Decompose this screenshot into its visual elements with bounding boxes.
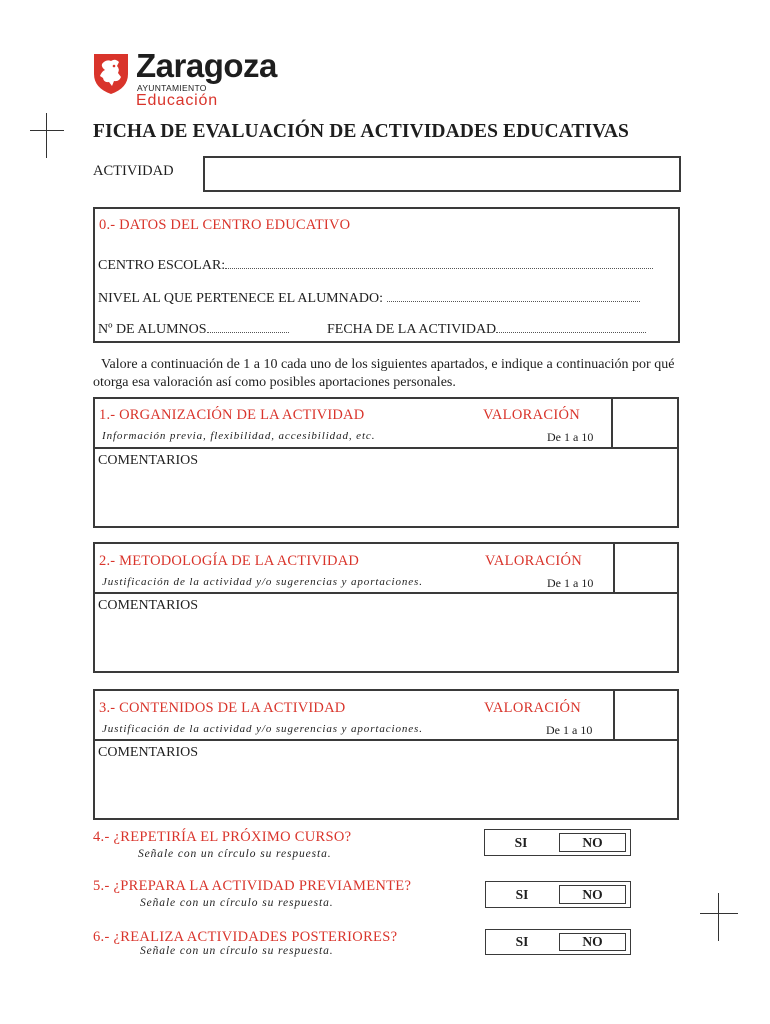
section-contenidos <box>93 689 679 820</box>
valoracion-field[interactable] <box>615 691 679 739</box>
valoracion-range: De 1 a 10 <box>547 430 594 444</box>
valoracion-label: VALORACIÓN <box>483 407 580 423</box>
valoracion-range: De 1 a 10 <box>546 723 593 737</box>
comments-label: COMENTARIOS <box>98 745 198 760</box>
fecha-field[interactable] <box>327 321 646 338</box>
question-hint: Señale con un círculo su respuesta. <box>140 897 334 909</box>
actividad-field[interactable] <box>203 156 681 192</box>
dotted-line <box>496 321 646 333</box>
dotted-line <box>207 321 289 333</box>
crop-mark-icon <box>46 113 47 158</box>
no-option[interactable]: NO <box>559 933 626 951</box>
centro-section <box>93 207 680 343</box>
si-option[interactable]: SI <box>515 886 529 902</box>
valoracion-label: VALORACIÓN <box>484 700 581 716</box>
si-no-selector <box>485 929 631 955</box>
comments-field[interactable] <box>95 594 677 671</box>
instructions-text: Valore a continuación de 1 a 10 cada uno de los siguientes apartados, e indique a continuación por qué otorga esa valoración así como posibles aportaciones personales. <box>93 357 675 390</box>
question-hint: Señale con un círculo su respuesta. <box>140 945 334 957</box>
section-heading: 1.- ORGANIZACIÓN DE LA ACTIVIDAD <box>99 407 365 423</box>
section-organizacion <box>93 397 679 528</box>
field-label: CENTRO ESCOLAR: <box>98 258 226 273</box>
crop-mark-icon <box>718 893 719 941</box>
comments-field[interactable] <box>95 449 677 526</box>
valoracion-range: De 1 a 10 <box>547 576 594 590</box>
field-label: FECHA DE LA ACTIVIDAD <box>327 322 497 337</box>
section-heading: 0.- DATOS DEL CENTRO EDUCATIVO <box>99 217 351 233</box>
field-label: NIVEL AL QUE PERTENECE EL ALUMNADO: <box>98 291 383 306</box>
field-label: Nº DE ALUMNOS <box>98 322 207 337</box>
lion-shield-icon <box>92 52 130 96</box>
si-option[interactable]: SI <box>514 834 528 850</box>
no-option[interactable]: NO <box>559 885 626 904</box>
section-hint: Justificación de la actividad y/o sugerencias y aportaciones. <box>102 723 423 735</box>
dotted-line <box>225 257 653 269</box>
page-title: FICHA DE EVALUACIÓN DE ACTIVIDADES EDUCATIVAS <box>93 121 629 142</box>
section-hint: Justificación de la actividad y/o sugerencias y aportaciones. <box>102 576 423 588</box>
si-no-selector <box>484 829 631 856</box>
si-no-selector <box>485 881 631 908</box>
actividad-label: ACTIVIDAD <box>93 163 174 179</box>
logo-subtitle: AYUNTAMIENTO <box>137 83 207 93</box>
centro-escolar-field[interactable] <box>98 257 653 274</box>
comments-label: COMENTARIOS <box>98 453 198 468</box>
comments-label: COMENTARIOS <box>98 598 198 613</box>
valoracion-label: VALORACIÓN <box>485 553 582 569</box>
si-option[interactable]: SI <box>515 934 529 949</box>
question-heading: 4.- ¿REPETIRÍA EL PRÓXIMO CURSO? <box>93 829 352 845</box>
logo-education: Educación <box>136 92 218 109</box>
comments-field[interactable] <box>95 741 677 818</box>
section-heading: 2.- METODOLOGÍA DE LA ACTIVIDAD <box>99 553 360 569</box>
question-heading: 5.- ¿PREPARA LA ACTIVIDAD PREVIAMENTE? <box>93 878 412 894</box>
valoracion-field[interactable] <box>615 544 679 592</box>
question-hint: Señale con un círculo su respuesta. <box>138 848 332 860</box>
logo-name: Zaragoza <box>136 47 277 84</box>
nivel-field[interactable] <box>98 290 640 307</box>
question-heading: 6.- ¿REALIZA ACTIVIDADES POSTERIORES? <box>93 929 398 945</box>
section-metodologia <box>93 542 679 673</box>
dotted-line <box>387 290 640 302</box>
no-option[interactable]: NO <box>559 833 626 852</box>
crop-mark-icon <box>30 130 64 131</box>
crop-mark-icon <box>700 913 738 914</box>
valoracion-field[interactable] <box>613 399 679 447</box>
alumnos-field[interactable] <box>98 321 289 338</box>
section-hint: Información previa, flexibilidad, accesibilidad, etc. <box>102 430 376 442</box>
section-heading: 3.- CONTENIDOS DE LA ACTIVIDAD <box>99 700 346 716</box>
